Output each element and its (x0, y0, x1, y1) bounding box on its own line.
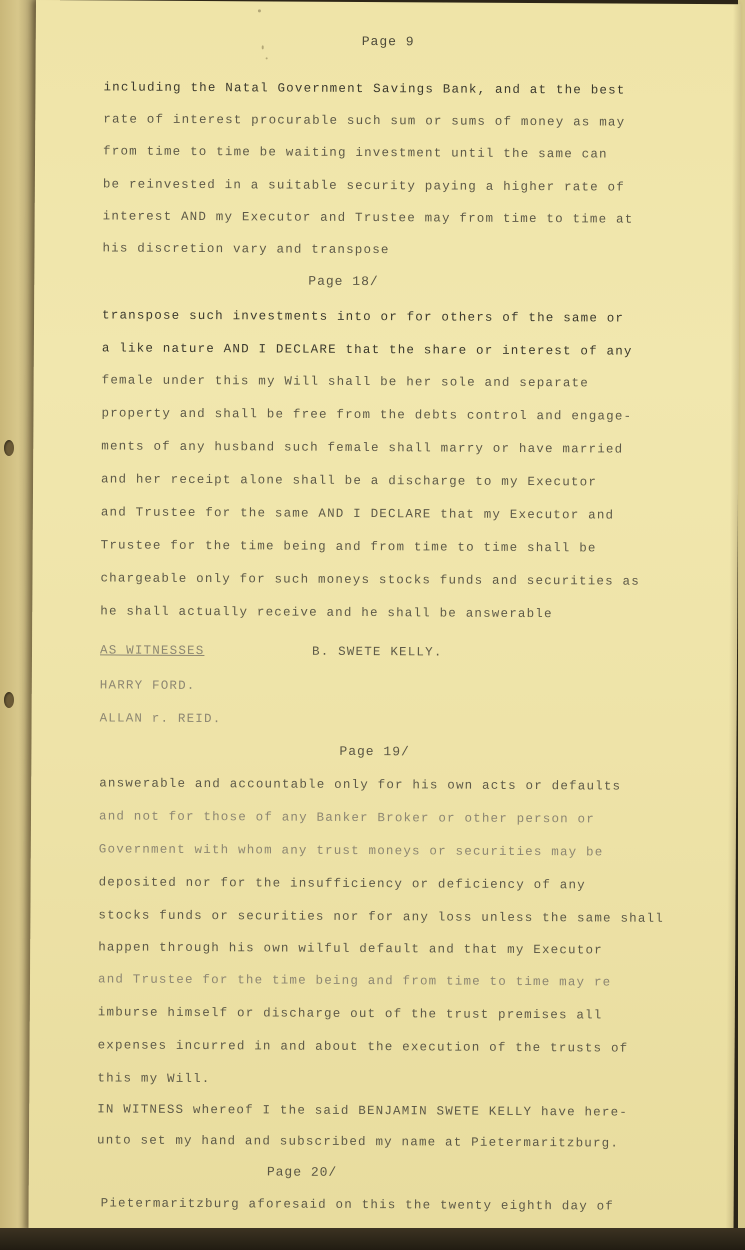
punch-hole (4, 440, 14, 456)
text-line: rate of interest procurable such sum or sums of money as may (103, 112, 626, 130)
text-line: be reinvested in a suitable security paying a higher rate of (102, 177, 625, 195)
page-marker: Page 19/ (339, 743, 410, 760)
text-line: and not for those of any Banker Broker or other person or (98, 809, 596, 827)
text-line: this my Will. (97, 1071, 211, 1087)
page-header: Page 9 (361, 33, 415, 50)
text-line: answerable and accountable only for his own acts or defaults (99, 776, 622, 794)
text-line: transpose such investments into or for others of the same or (102, 308, 625, 326)
text-line: imburse himself or discharge out of the trust premises all (97, 1005, 603, 1023)
testator-signature: B. SWETE KELLY. (311, 644, 443, 660)
text-line: happen through his own wilful default and that my Executor (98, 940, 603, 958)
witness-name: HARRY FORD. (99, 678, 196, 693)
text-line: stocks funds or securities nor for any loss unless the same shall (98, 908, 665, 926)
witnesses-label: AS WITNESSES (99, 643, 205, 659)
text-line: Trustee for the time being and from time to time shall be (100, 538, 597, 556)
text-line: his discretion vary and transpose (102, 241, 390, 258)
paper-fleck (266, 57, 268, 59)
text-line: unto set my hand and subscribed my name at Pietermaritzburg. (96, 1133, 620, 1151)
text-line: from time to time be waiting investment until the same can (103, 144, 608, 162)
punch-hole (4, 692, 14, 708)
scan-bottom-edge (0, 1228, 745, 1250)
witness-name: ALLAN r. REID. (99, 711, 222, 727)
page-marker: Page 18/ (308, 273, 379, 290)
paper-fleck (258, 9, 261, 12)
text-line: deposited nor for the insufficiency or deficiency of any (98, 875, 586, 893)
text-line: and Trustee for the time being and from time to time may re (97, 972, 612, 990)
text-line: and Trustee for the same AND I DECLARE that my Executor and (100, 505, 615, 523)
paper-fleck (262, 45, 264, 49)
text-line: chargeable only for such moneys stocks funds and securities as (100, 571, 640, 589)
text-line: ments of any husband such female shall marry or have married (101, 439, 624, 457)
text-line: IN WITNESS whereof I the said BENJAMIN SWETE KELLY have here- (97, 1102, 629, 1120)
text-line: interest AND my Executor and Trustee may from time to time at (102, 209, 634, 227)
text-line: a like nature AND I DECLARE that the share or interest of any (101, 341, 633, 359)
text-line: and her receipt alone shall be a discharge to my Executor (101, 472, 598, 490)
text-line: he shall actually receive and he shall be answerable (100, 604, 553, 622)
text-line: Government with whom any trust moneys or securities may be (98, 842, 604, 860)
text-line: female under this my Will shall be her sole and separate (101, 373, 589, 391)
text-line: property and shall be free from the debts control and engage- (101, 406, 633, 424)
text-line: including the Natal Government Savings Bank, and at the best (103, 80, 626, 98)
page-marker: Page 20/ (266, 1164, 338, 1180)
text-line: Pietermaritzburg aforesaid on this the twenty eighth day of (100, 1196, 615, 1214)
document-sheet (28, 0, 741, 1234)
text-line: expenses incurred in and about the execution of the trusts of (97, 1038, 629, 1056)
